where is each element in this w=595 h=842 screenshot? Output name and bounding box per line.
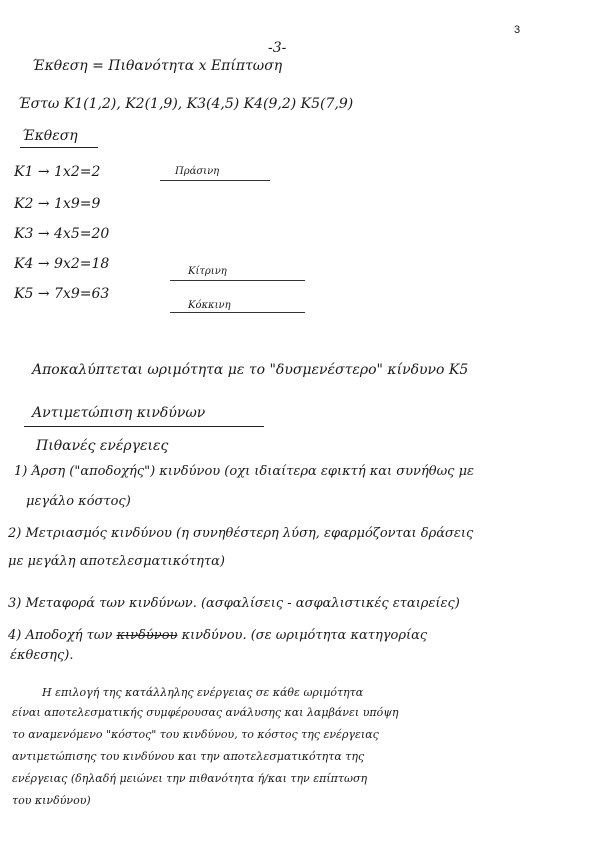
point-4-suffix: κινδύνου. (σε ωριμότητα κατηγορίας xyxy=(181,628,428,643)
heading-underline xyxy=(20,147,98,148)
heading-exposure: Έκθεση xyxy=(22,128,78,144)
exposure-row-k3 xyxy=(14,226,109,242)
point-4-prefix: 4) Αποδοχή των xyxy=(8,628,113,643)
point-4-line-a xyxy=(8,628,427,643)
center-marker: -3- xyxy=(268,40,287,56)
exposure-row-k5 xyxy=(14,286,109,302)
page-number: 3 xyxy=(514,24,521,36)
row-label: K1 xyxy=(14,164,34,180)
row-label: K2 xyxy=(14,196,34,212)
point-4-line-b: έκθεσης). xyxy=(10,648,74,663)
heading-underline xyxy=(24,426,264,427)
paragraph-line: ενέργειας (δηλαδή μειώνει την πιθανότητα ή/και την επίπτωση xyxy=(12,772,368,785)
note-line xyxy=(160,180,270,181)
arrow-icon: → xyxy=(37,226,50,242)
arrow-icon: → xyxy=(37,256,50,272)
note-red: Κόκκινη xyxy=(188,300,231,311)
exposure-row-k4 xyxy=(14,256,109,272)
line1: Έκθεση = Πιθανότητα x Επίπτωση xyxy=(32,58,283,74)
arrow-icon: → xyxy=(37,286,50,302)
row-expression: 1x2=2 xyxy=(54,164,101,180)
row-expression: 4x5=20 xyxy=(54,226,110,242)
row-label: K3 xyxy=(14,226,34,242)
row-label: K4 xyxy=(14,256,34,272)
paragraph-line: το αναμενόμενο "κόστος" του κινδύνου, το κόστος της ενέργειας xyxy=(12,728,379,741)
exposure-row-k2 xyxy=(14,196,100,212)
point-3: 3) Μεταφορά των κινδύνων. (ασφαλίσεις - ασφαλιστικές εταιρείες) xyxy=(8,596,460,611)
subheading-possible-actions: Πιθανές ενέργειες xyxy=(36,438,169,454)
row-expression: 9x2=18 xyxy=(54,256,110,272)
note-green: Πράσινη xyxy=(175,166,220,177)
point-2-line-b: με μεγάλη αποτελεσματικότητα) xyxy=(8,554,225,569)
point-1-line-a: 1) Άρση ("αποδοχής") κινδύνου (οχι ιδιαίτερα εφικτή και συνήθως με xyxy=(14,464,475,479)
line2: Έστω K1(1,2), K2(1,9), K3(4,5) K4(9,2) K5(7,9) xyxy=(18,96,354,112)
note-line xyxy=(170,312,305,313)
middle-sentence: Αποκαλύπτεται ωριμότητα με το "δυσμενέστερο" κίνδυνο K5 xyxy=(32,362,469,378)
point-1-line-b: μεγάλο κόστος) xyxy=(26,494,131,509)
row-label: K5 xyxy=(14,286,34,302)
paragraph-line: του κινδύνου) xyxy=(12,794,91,807)
arrow-icon: → xyxy=(37,196,50,212)
exposure-row-k1 xyxy=(14,164,100,180)
row-expression: 7x9=63 xyxy=(54,286,110,302)
arrow-icon: → xyxy=(37,164,50,180)
point-2-line-a: 2) Μετριασμός κινδύνου (η συνηθέστερη λύση, εφαρμόζονται δράσεις xyxy=(8,526,474,541)
paragraph-line: είναι αποτελεσματικής συμφέρουσας ανάλυσης και λαμβάνει υπόψη xyxy=(12,706,399,719)
heading-risk-response: Αντιμετώπιση κινδύνων xyxy=(32,405,206,421)
struck-word: κινδύνου xyxy=(116,628,178,643)
paragraph-line: Η επιλογή της κατάλληλης ενέργειας σε κάθε ωριμότητα xyxy=(42,686,364,699)
note-yellow: Κίτρινη xyxy=(188,266,227,277)
note-line xyxy=(170,280,305,281)
row-expression: 1x9=9 xyxy=(54,196,101,212)
paragraph-line: αντιμετώπισης του κινδύνου και την αποτελεσματικότητα της xyxy=(12,750,365,763)
